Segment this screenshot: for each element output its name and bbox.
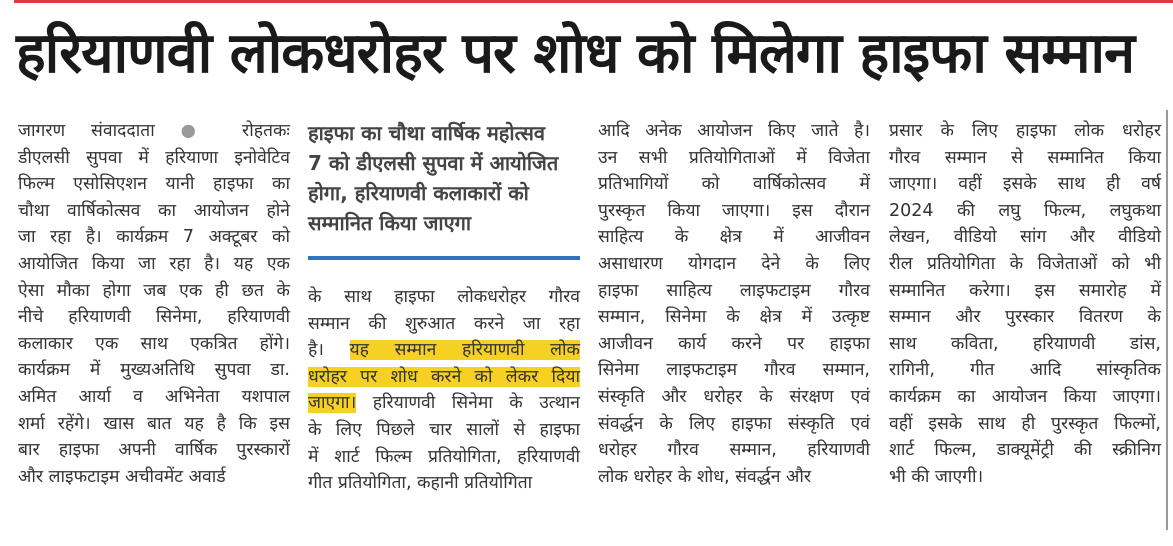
text-line (18, 304, 290, 331)
column-body (889, 118, 1161, 490)
column-body (18, 145, 290, 491)
text-segment: रील प्रतियोगिता के विजेताओं को भी (889, 253, 1161, 274)
text-line (598, 331, 870, 358)
column-3 (598, 118, 870, 490)
text-segment: अमित आर्या व अभिनेता यशपाल (18, 386, 290, 407)
text-line (18, 224, 290, 251)
text-line (889, 251, 1161, 278)
text-segment: वहीं इसके साथ ही पुरस्कृत फिल्मों, (889, 413, 1161, 434)
text-line (889, 384, 1161, 411)
highlighted-text: यह सम्मान हरियाणवी लोक (349, 340, 580, 361)
text-line (889, 411, 1161, 438)
text-segment: असाधारण योगदान देने के लिए (598, 253, 870, 274)
text-segment: सम्मान की शुरुआत करने जा रहा (308, 313, 580, 334)
text-segment: सम्मानित करेगा। इस समारोह में (889, 280, 1161, 301)
text-line (889, 464, 1161, 491)
text-segment: गौरव सम्मान से सम्मानित किया (889, 147, 1161, 168)
text-line (889, 145, 1161, 172)
column-divider (1166, 110, 1168, 530)
text-segment: प्रसार के लिए हाइफा लोक धरोहर (889, 121, 1161, 141)
text-line (18, 357, 290, 384)
text-line (889, 437, 1161, 464)
text-segment: हरियाणवी सिनेमा के उत्थान (356, 393, 580, 414)
text-line (598, 278, 870, 305)
text-line (18, 411, 290, 438)
text-line (308, 284, 580, 311)
column-2 (308, 118, 580, 497)
text-line (18, 171, 290, 198)
text-segment: आदि अनेक आयोजन किए जाते है। (598, 121, 870, 141)
text-segment: सम्मान और पुरस्कार वितरण के (889, 307, 1161, 328)
text-line (18, 464, 290, 491)
text-segment: आजीवन कार्य करने पर हाइफा (598, 333, 870, 354)
text-line (308, 364, 580, 391)
text-segment: और लाइफटाइम अचीवमेंट अवार्ड (18, 466, 226, 487)
column-1 (18, 118, 290, 490)
text-segment: आयोजित किया जा रहा है। यह एक (18, 253, 290, 274)
text-segment: पुरस्कृत किया जाएगा। इस दौरान (598, 200, 870, 221)
text-line (598, 357, 870, 384)
text-segment: हाइफा साहित्य लाइफटाइम गौरव (598, 280, 870, 301)
text-segment: भी की जाएगी। (889, 466, 984, 487)
text-line (308, 417, 580, 444)
text-line (889, 278, 1161, 305)
text-line (18, 198, 290, 225)
text-line (18, 437, 290, 464)
deck-line: होगा, हरियाणवी कलाकारों को (308, 181, 529, 205)
text-line (598, 251, 870, 278)
text-line (598, 304, 870, 331)
text-segment: सम्मान, सिनेमा के क्षेत्र में उत्कृष्ट (598, 307, 870, 328)
text-line (598, 171, 870, 198)
blue-divider-rule (308, 256, 580, 260)
text-line (18, 145, 290, 172)
text-line (598, 198, 870, 225)
text-line (598, 384, 870, 411)
text-segment: लोक धरोहर के शोध, संवर्द्धन और (598, 466, 812, 487)
text-segment: नीचे हरियाणवी सिनेमा, हरियाणवी (18, 307, 290, 328)
column-4 (889, 118, 1161, 490)
top-red-rule (14, 0, 1173, 3)
text-line (598, 411, 870, 438)
text-segment: के साथ हाइफा लोकधरोहर गौरव (308, 287, 580, 307)
text-segment: प्रतिभागियों को वार्षिकोत्सव में (598, 174, 870, 195)
text-line (889, 331, 1161, 358)
text-segment: जा रहा है। कार्यक्रम 7 अक्टूबर को (18, 227, 290, 248)
text-segment: बार हाइफा अपनी वार्षिक पुरस्कारों (18, 440, 290, 461)
text-segment: साथ कविता, हरियाणवी डांस, (889, 333, 1161, 354)
text-segment: डीएलसी सुपवा में हरियाणा इनोवेटिव (18, 147, 290, 168)
text-segment: जाएगा। वहीं इसके साथ ही वर्ष (889, 174, 1161, 195)
text-segment: 2024 की लघु फिल्म, लघुकथा (889, 200, 1161, 221)
text-line (598, 464, 870, 491)
text-segment: कलाकार एक साथ एकत्रित होंगे। (18, 333, 290, 354)
text-segment: चौथा वार्षिकोत्सव का आयोजन होने (18, 200, 290, 221)
text-line (889, 304, 1161, 331)
text-segment: शार्ट फिल्म, डाक्यूमेंट्री की स्क्रीनिग (889, 440, 1161, 461)
text-segment: फिल्म एसोसिएशन यानी हाइफा का (18, 174, 290, 195)
deck-line: हाइफा का चौथा वार्षिक महोत्सव (308, 121, 545, 145)
text-segment: गीत प्रतियोगिता, कहानी प्रतियोगिता (308, 473, 533, 494)
text-segment: है। (308, 340, 350, 361)
text-segment: के लिए पिछले चार सालों से हाइफा (308, 419, 580, 440)
text-line (889, 224, 1161, 251)
byline (18, 118, 290, 145)
text-line (889, 198, 1161, 225)
text-segment: संवर्द्धन के लिए हाइफा संस्कृति एवं (598, 413, 870, 434)
deck-line: सम्मानित किया जाएगा (308, 211, 472, 235)
text-line (18, 331, 290, 358)
subheadline-deck (308, 118, 580, 238)
text-segment: धरोहर गौरव सम्मान, हरियाणवी (598, 440, 870, 461)
byline-location: रोहतकः (242, 121, 290, 141)
highlighted-text: जाएगा। (308, 393, 357, 414)
highlighted-text: धरोहर पर शोध करने को लेकर दिया (308, 366, 580, 387)
text-line (598, 118, 870, 145)
text-segment: सिनेमा लाइफटाइम गौरव सम्मान, (598, 360, 870, 381)
text-segment: ऐसा मौका होगा जब एक ही छत के (18, 280, 290, 301)
text-segment: में शार्ट फिल्म प्रतियोगिता, हरियाणवी (308, 446, 580, 467)
text-line (598, 145, 870, 172)
deck-line: 7 को डीएलसी सुपवा में आयोजित (308, 151, 559, 175)
text-line (18, 384, 290, 411)
text-line (889, 171, 1161, 198)
text-line (889, 118, 1161, 145)
text-segment: उन सभी प्रतियोगिताओं में विजेता (598, 147, 870, 168)
headline: हरियाणवी लोकधरोहर पर शोध को मिलेगा हाइफा सम्मान (16, 21, 1135, 86)
text-line (308, 444, 580, 471)
text-line (308, 311, 580, 338)
text-line (308, 390, 580, 417)
column-body (308, 284, 580, 497)
column-body (598, 118, 870, 490)
text-line (598, 224, 870, 251)
text-line (308, 337, 580, 364)
text-segment: लेखन, वीडियो सांग और वीडियो (889, 227, 1161, 248)
text-segment: कार्यक्रम का आयोजन किया जाएगा। (889, 386, 1161, 407)
text-line (889, 357, 1161, 384)
text-segment: संस्कृति और धरोहर के संरक्षण एवं (598, 386, 870, 407)
text-line (18, 251, 290, 278)
byline-separator: ● (180, 121, 217, 141)
text-segment: रागिनी, गीत आदि सांस्कृतिक (889, 360, 1161, 381)
text-line (308, 470, 580, 497)
text-segment: शर्मा रहेंगे। खास बात यह है कि इस (18, 413, 290, 434)
text-segment: कार्यक्रम में मुख्यअतिथि सुपवा डा. (18, 360, 290, 381)
text-line (18, 278, 290, 305)
byline-reporter: जागरण संवाददाता (18, 121, 155, 141)
text-line (598, 437, 870, 464)
text-segment: साहित्य के क्षेत्र में आजीवन (598, 227, 870, 248)
